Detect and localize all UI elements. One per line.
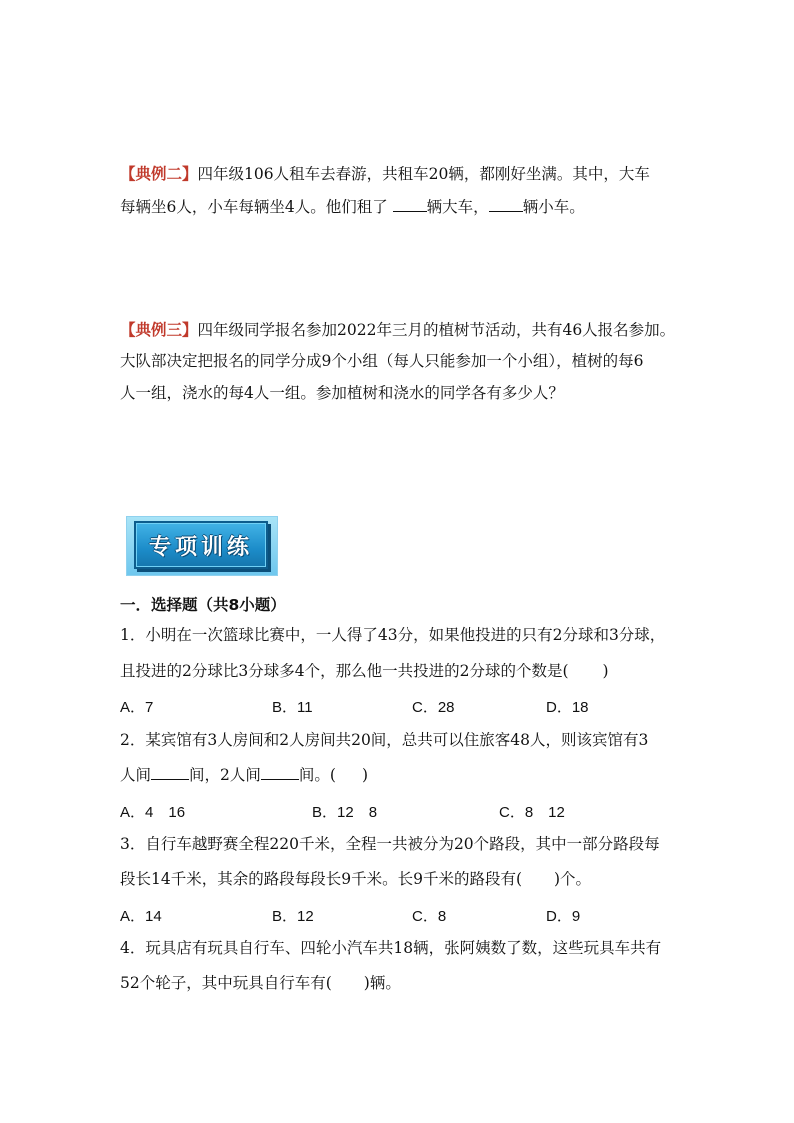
question-2-line-2: 人间 间，2人间 间。( ) — [120, 766, 369, 784]
example-2-line-1: 【典例二】四年级106人租车去春游，共租车20辆，都刚好坐满。其中，大车 — [120, 164, 650, 183]
answer-blank[interactable] — [489, 211, 523, 212]
question-3-option-d[interactable]: D．9 — [546, 908, 581, 925]
question-1-option-d[interactable]: D．18 — [546, 699, 589, 716]
question-3-option-b[interactable]: B．12 — [272, 908, 314, 925]
question-4-line-1: 4．玩具店有玩具自行车、四轮小汽车共18辆，张阿姨数了数，这些玩具车共有 — [120, 939, 662, 957]
question-1-option-c[interactable]: C．28 — [412, 699, 455, 716]
example-3-tag: 【典例三】 — [120, 320, 198, 339]
question-2-option-a[interactable]: A．4 16 — [120, 804, 186, 821]
question-4-line-2: 52个轮子，其中玩具自行车有( )辆。 — [120, 974, 401, 992]
answer-blank[interactable] — [151, 779, 189, 780]
question-3-option-c[interactable]: C．8 — [412, 908, 447, 925]
question-1-line-1: 1．小明在一次篮球比赛中，一人得了43分，如果他投进的只有2分球和3分球， — [120, 626, 666, 644]
example-3-line-1: 【典例三】四年级同学报名参加2022年三月的植树节活动，共有46人报名参加。 — [120, 320, 676, 339]
question-1-option-b[interactable]: B．11 — [272, 699, 313, 716]
question-3-line-2: 段长14千米，其余的路段每段长9千米。长9千米的路段有( )个。 — [120, 870, 592, 888]
example-3-line-2: 大队部决定把报名的同学分成9个小组（每人只能参加一个小组），植树的每6 — [120, 352, 644, 370]
example-2-tag: 【典例二】 — [120, 164, 198, 183]
question-3-option-a[interactable]: A．14 — [120, 908, 162, 925]
question-1-option-a[interactable]: A．7 — [120, 699, 154, 716]
answer-blank[interactable] — [261, 779, 299, 780]
banner-title: 专项训练 — [148, 534, 253, 560]
section-title: 一．选择题（共8小题） — [120, 596, 286, 614]
example-2-line-2: 每辆坐6人，小车每辆坐4人。他们租了 辆大车， 辆小车。 — [120, 198, 585, 216]
section-banner — [126, 516, 278, 576]
question-2-line-1: 2．某宾馆有3人房间和2人房间共20间，总共可以住旅客48人，则该宾馆有3 — [120, 731, 649, 749]
example-3-line-3: 人一组，浇水的每4人一组。参加植树和浇水的同学各有多少人？ — [120, 384, 564, 402]
question-1-line-2: 且投进的2分球比3分球多4个，那么他一共投进的2分球的个数是( ) — [120, 662, 609, 680]
banner-panel — [134, 521, 268, 569]
answer-blank[interactable] — [393, 211, 427, 212]
question-2-option-c[interactable]: C．8 12 — [499, 804, 565, 821]
question-2-option-b[interactable]: B．12 8 — [312, 804, 378, 821]
question-3-line-1: 3．自行车越野赛全程220千米，全程一共被分为20个路段，其中一部分路段每 — [120, 835, 660, 853]
